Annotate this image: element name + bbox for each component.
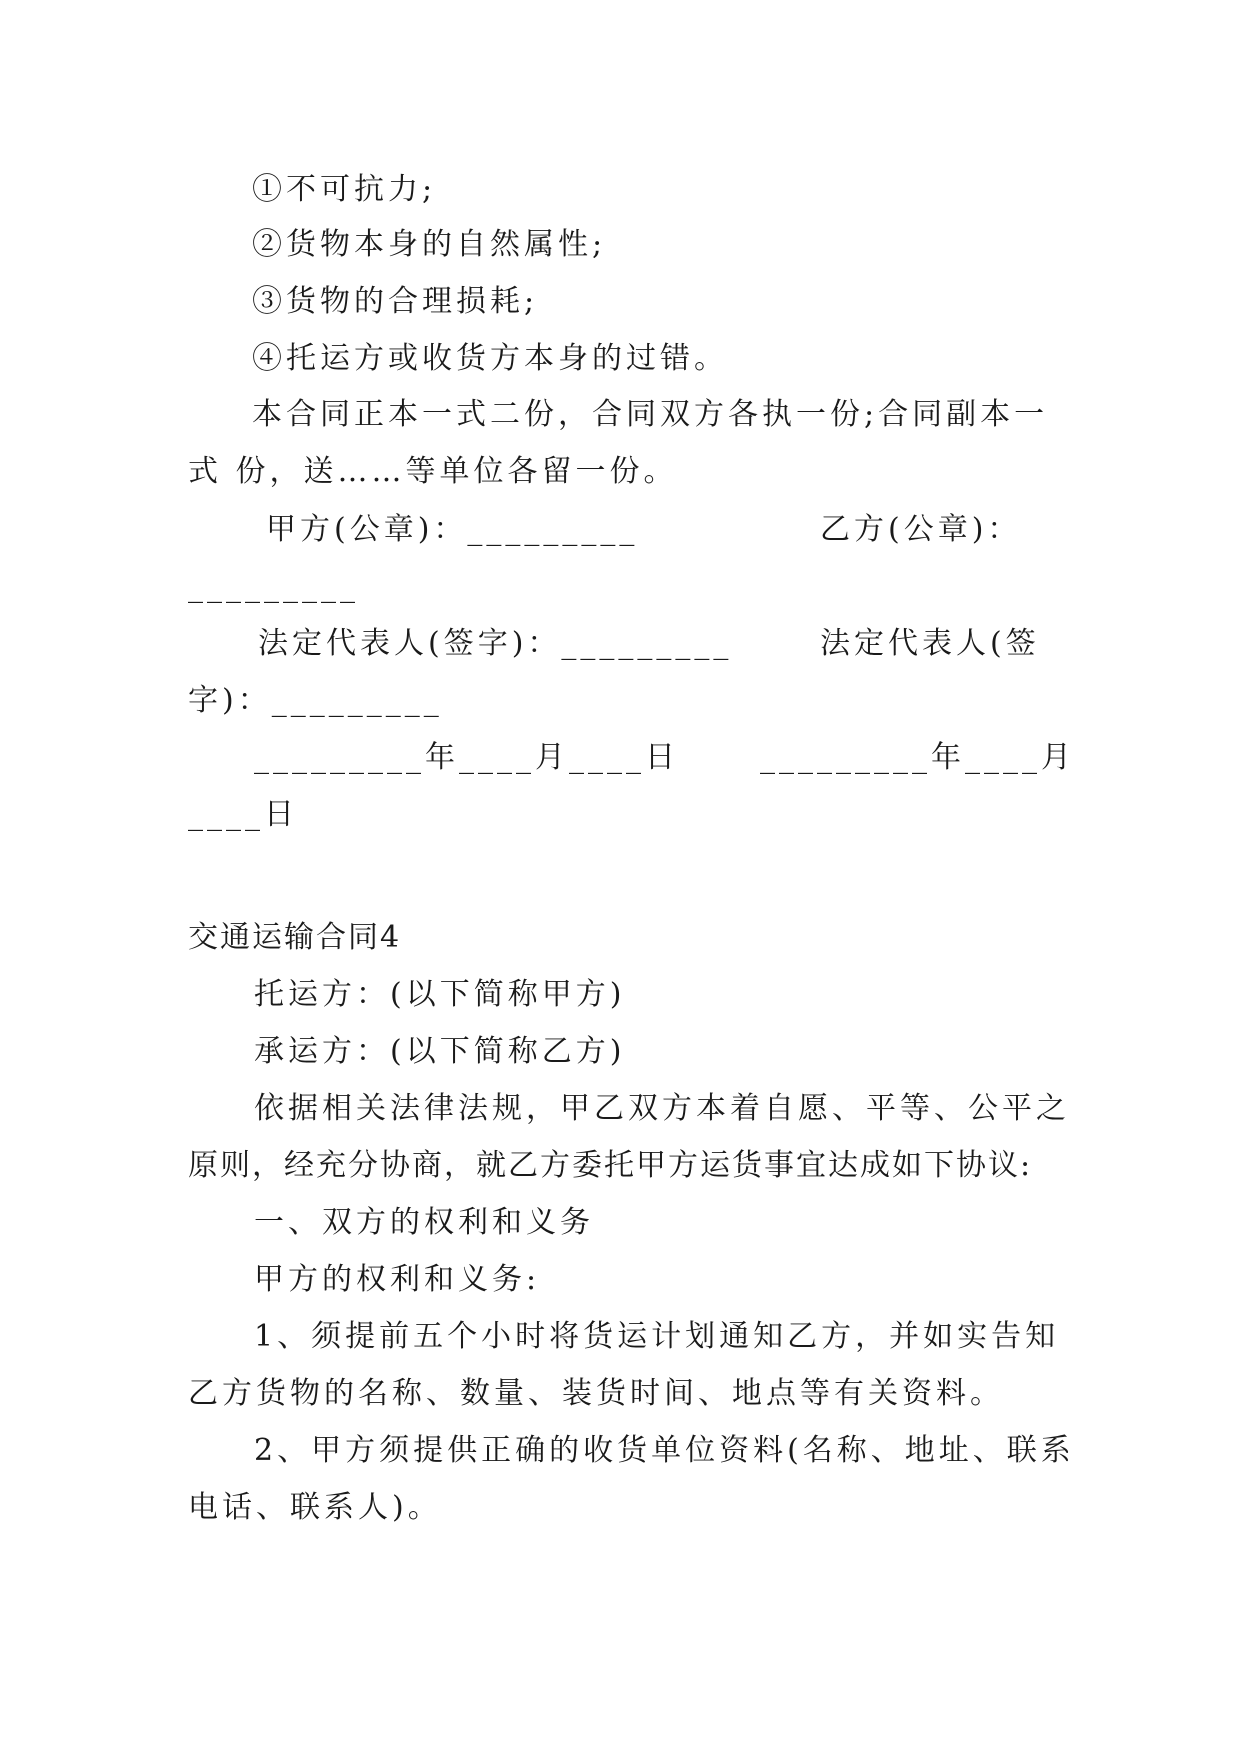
date-b: _________年____月	[760, 740, 1075, 775]
copies-clause-line1: 本合同正本一式二份，合同双方各执一份;合同副本一	[252, 397, 1049, 432]
legal-rep-a: 法定代表人(签字)：_________	[258, 626, 733, 661]
party-b-seal: 乙方(公章)：	[820, 512, 1022, 547]
legal-rep-b-cont: 字)：_________	[188, 683, 443, 718]
section-line: 承运方：(以下简称乙方)	[254, 1034, 626, 1069]
section-line: 1、须提前五个小时将货运计划通知乙方，并如实告知	[254, 1319, 1060, 1354]
date-a: _________年____月____日	[254, 740, 679, 775]
section-line: 托运方：(以下简称甲方)	[254, 977, 626, 1012]
copies-clause-line2: 式 份，送……等单位各留一份。	[188, 454, 678, 489]
exemption-item: ②货物本身的自然属性;	[252, 227, 607, 262]
section-line: 一、双方的权利和义务	[254, 1205, 594, 1240]
section-line: 乙方货物的名称、数量、装货时间、地点等有关资料。	[188, 1376, 1004, 1411]
date-b-day: ____日	[188, 797, 298, 832]
section-line: 电话、联系人)。	[188, 1490, 442, 1525]
section-line: 依据相关法律法规，甲乙双方本着自愿、平等、公平之	[254, 1091, 1070, 1126]
party-a-seal: 甲方(公章)：_________	[266, 512, 639, 547]
exemption-item: ①不可抗力;	[252, 172, 437, 207]
party-b-seal-blank: _________	[188, 569, 359, 604]
section-title: 交通运输合同4	[188, 920, 402, 955]
section-line: 甲方的权利和义务:	[254, 1262, 541, 1297]
section-line: 2、甲方须提供正确的收货单位资料(名称、地址、联系	[254, 1433, 1075, 1468]
exemption-item: ④托运方或收货方本身的过错。	[252, 341, 728, 376]
exemption-item: ③货物的合理损耗;	[252, 284, 539, 319]
legal-rep-b: 法定代表人(签	[820, 626, 1040, 661]
section-line: 原则，经充分协商，就乙方委托甲方运货事宜达成如下协议:	[188, 1148, 1033, 1183]
